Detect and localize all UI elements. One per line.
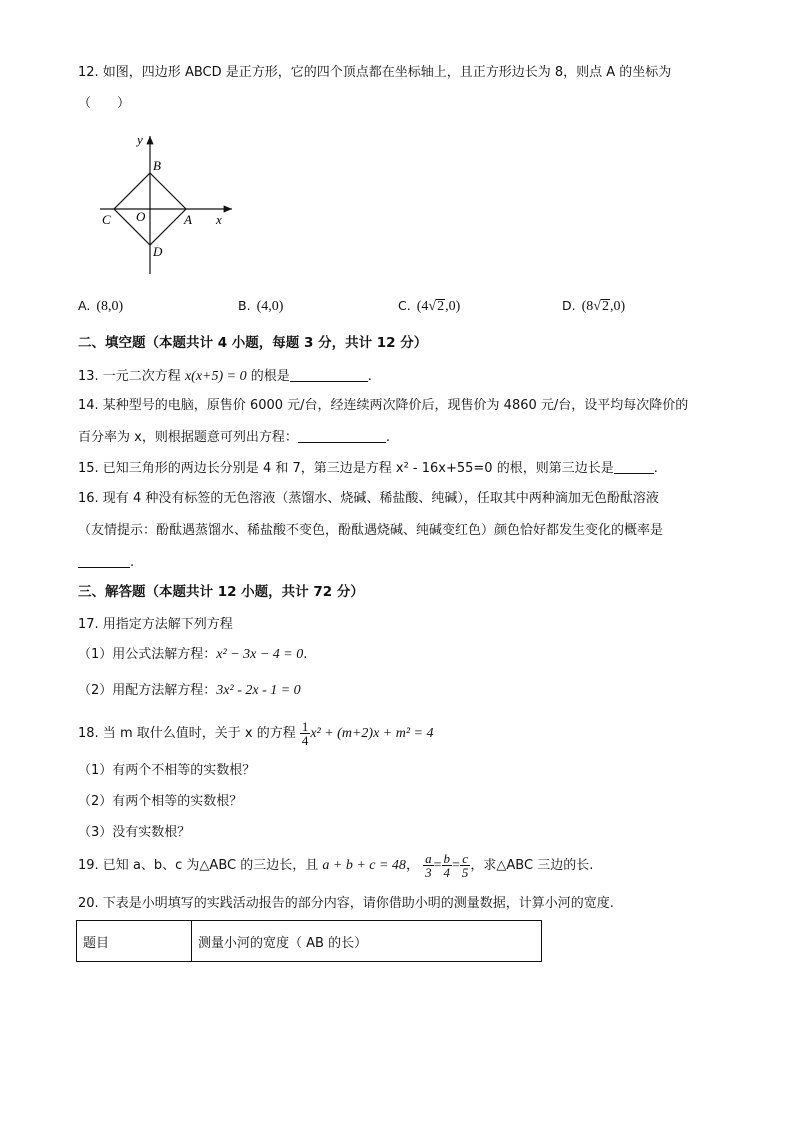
q19: 19. 已知 a、b、c 为△ABC 的三边长，且 a + b + c = 48， $\frac{a}{3}$ = $\frac{b}{4}$ = $\frac{c}{5}$ ，求△ABC 三边的长. xyxy=(78,851,594,880)
label-a: A xyxy=(184,212,192,227)
label-c: C xyxy=(102,212,111,227)
q12-stem: 12. 如图，四边形 ABCD 是正方形，它的四个顶点都在坐标轴上，且正方形边长为 8，则点 A 的坐标为 xyxy=(78,65,672,80)
table-cell-label: 题目 xyxy=(77,921,192,962)
q18-part2: （2）有两个相等的实数根？ xyxy=(78,794,243,809)
q18-fraction: $\frac{1}{4}$ xyxy=(301,719,309,748)
label-b: B xyxy=(153,158,161,173)
table-row xyxy=(77,921,542,962)
q12-option-b: B. (4,0) xyxy=(238,298,284,314)
q13-blank xyxy=(290,367,368,382)
label-o: O xyxy=(136,209,146,224)
table-cell-value: 测量小河的宽度（ AB 的长） xyxy=(192,921,542,962)
q18-stem: 18. 当 m 取什么值时，关于 x 的方程 $\frac{1}{4}$ x² + (m+2)x + m² = 4 xyxy=(78,719,434,748)
q15-blank xyxy=(614,459,654,474)
q20-stem: 20. 下表是小明填写的实践活动报告的部分内容，请你借助小明的测量数据，计算小河的宽度. xyxy=(78,896,614,911)
label-x: x xyxy=(216,212,222,227)
q12-option-d: D. (8√2,0) xyxy=(562,298,626,314)
q16-line3: . xyxy=(78,553,134,572)
q12-option-a: A. (8,0) xyxy=(78,298,124,314)
q14-blank xyxy=(298,428,386,443)
q20-report-table xyxy=(76,920,542,962)
q18-part1: （1）有两个不相等的实数根？ xyxy=(78,763,256,778)
q14-line1: 14. 某种型号的电脑，原售价 6000 元/台，经连续两次降价后，现售价为 4860 元/台，设平均每次降价的 xyxy=(78,398,689,413)
q16-line1: 16. 现有 4 种没有标签的无色溶液（蒸馏水、烧碱、稀盐酸、纯碱），任取其中两种滴加无色酚酞溶液 xyxy=(78,491,659,506)
q13: 13. 一元二次方程 x(x+5) = 0 的根是 . xyxy=(78,369,372,384)
q17-part2: （2）用配方法解方程：3x² - 2x - 1 = 0 xyxy=(78,683,301,698)
q18-part3: （3）没有实数根？ xyxy=(78,825,191,840)
q12-option-c: C. (4√2,0) xyxy=(398,298,461,314)
label-d: D xyxy=(153,244,163,259)
q16-blank xyxy=(78,553,130,568)
q16-line2: （友情提示：酚酞遇蒸馏水、稀盐酸不变色，酚酞遇烧碱、纯碱变红色）颜色恰好都发生变化的概率是 xyxy=(78,523,664,538)
q12-paren: （ ） xyxy=(78,96,131,111)
q14-line2: 百分率为 x，则根据题意可列出方程： . xyxy=(78,430,390,445)
q12-figure xyxy=(86,128,246,278)
q17-part1: （1）用公式法解方程：x² − 3x − 4 = 0. xyxy=(78,647,308,662)
q15: 15. 已知三角形的两边长分别是 4 和 7，第三边是方程 x² - 16x+55=0 的根，则第三边长是 . xyxy=(78,461,658,476)
section-3-title: 三、解答题（本题共计 12 小题，共计 72 分） xyxy=(78,584,364,600)
section-2-title: 二、填空题（本题共计 4 小题，每题 3 分，共计 12 分） xyxy=(78,335,428,351)
label-y: y xyxy=(137,132,143,147)
q17-title: 17. 用指定方法解下列方程 xyxy=(78,617,233,632)
